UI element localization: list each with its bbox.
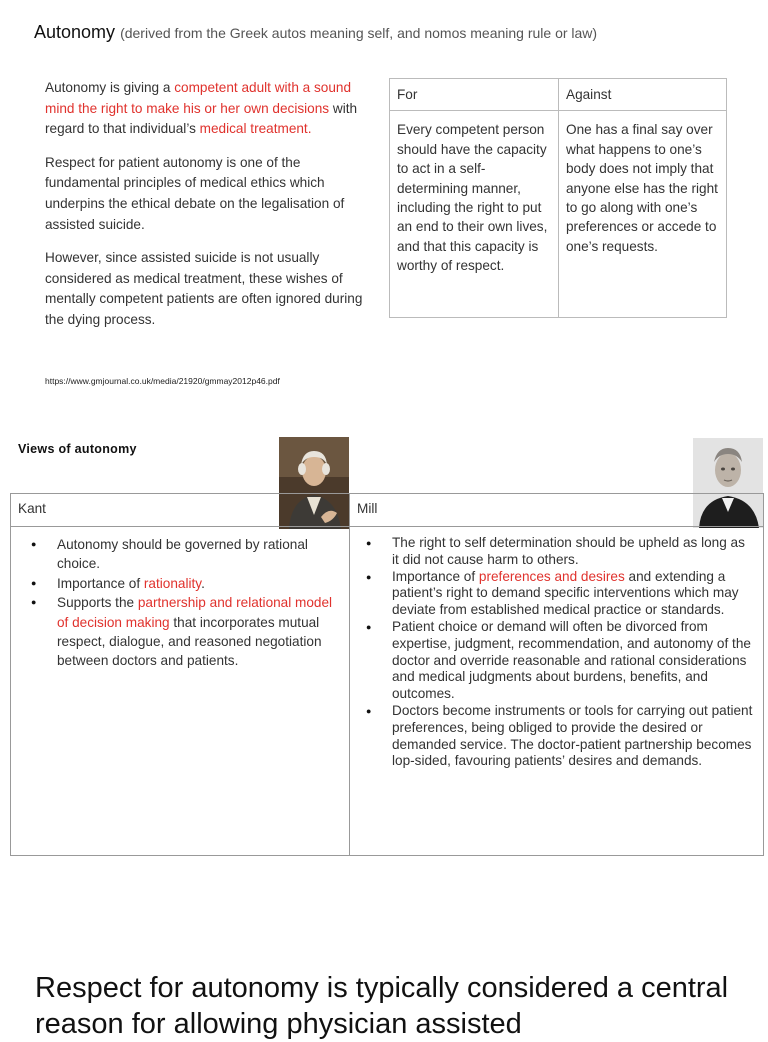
views-heading: Views of autonomy [18,442,137,456]
against-header: Against [559,79,727,111]
item-text: Importance of [392,568,479,584]
intro-text: with regard to that individual’s [45,100,358,137]
page-title [34,22,597,43]
item-text: that incorporates mutual respect, dialogue, and reasoned negotiation between doctors and patients. [57,614,322,669]
list-item [15,574,341,593]
list-item [354,569,755,619]
mill-cell [350,527,764,856]
table-header-row [11,494,764,527]
list-item: ● Patient choice or demand will often be divorced from expertise, judgment, recommendation, and autonomy of the doctor and override reasonable and rational considerations and medical judgments about burdens, benefits, and outcomes. [354,619,755,703]
mill-bullet-list [354,535,755,770]
highlight-text: competent adult with a sound mind the right to make his or her own decisions [45,80,352,116]
intro-paragraph-1 [45,78,375,140]
list-item: ● The right to self determination should be upheld as long as it did not cause harm to others. [354,535,755,569]
highlight-text: rationality [143,575,202,591]
table-row [11,527,764,856]
for-header: For [390,79,559,111]
kant-header: Kant [11,494,350,527]
bottom-statement: Respect for autonomy is typically considered a central reason for allowing physician assisted [35,972,729,1040]
highlight-text: medical treatment. [199,121,312,137]
intro-paragraph-2: Respect for patient autonomy is one of the fundamental principles of medical ethics which underpins the ethical debate on the legalisation of assisted suicide. [45,154,345,232]
intro-section [45,78,375,344]
views-table [10,493,764,856]
mill-header: Mill [350,494,764,527]
intro-paragraph-3: However, since assisted suicide is not usually considered as medical treatment, these wishes of mentally competent patients are often ignored during the dying process. [45,250,363,327]
for-cell: Every competent person should have the capacity to act in a self-determining manner, including the right to put an end to their own lives, and that this capacity is worthy of respect. [390,111,559,318]
table-header-row [390,79,727,111]
highlight-text: partnership and relational model of decision making [57,595,333,630]
kant-bullet-list [15,535,341,671]
item-text: . [201,575,205,591]
list-item: ● Doctors become instruments or tools for carrying out patient preferences, being obliged to provide the desired or demanded service. The doctor-patient partnership becomes lop-sided, favouring patients’ desires and demands. [354,703,755,770]
item-text: and extending a patient’s right to demand specific interventions which may deviate from established medical practice or standards. [392,568,739,618]
list-item [15,593,341,671]
source-link[interactable]: https://www.gmjournal.co.uk/media/21920/gmmay2012p46.pdf [45,376,280,386]
title-main: Autonomy [34,22,116,42]
table-row [390,111,727,318]
item-text: Supports the [57,595,138,611]
intro-text: Autonomy is giving a [45,80,175,95]
against-cell: One has a final say over what happens to one’s body does not imply that anyone else has the right to go along with one’s preferences or accede to one’s requests. [559,111,727,318]
title-subtitle: (derived from the Greek autos meaning self, and nomos meaning rule or law) [120,25,598,41]
kant-cell [11,527,350,856]
list-item: ● Autonomy should be governed by rational choice. [15,535,341,574]
for-against-table [389,78,727,318]
item-text: Importance of [57,575,144,591]
highlight-text: preferences and desires [478,568,625,584]
